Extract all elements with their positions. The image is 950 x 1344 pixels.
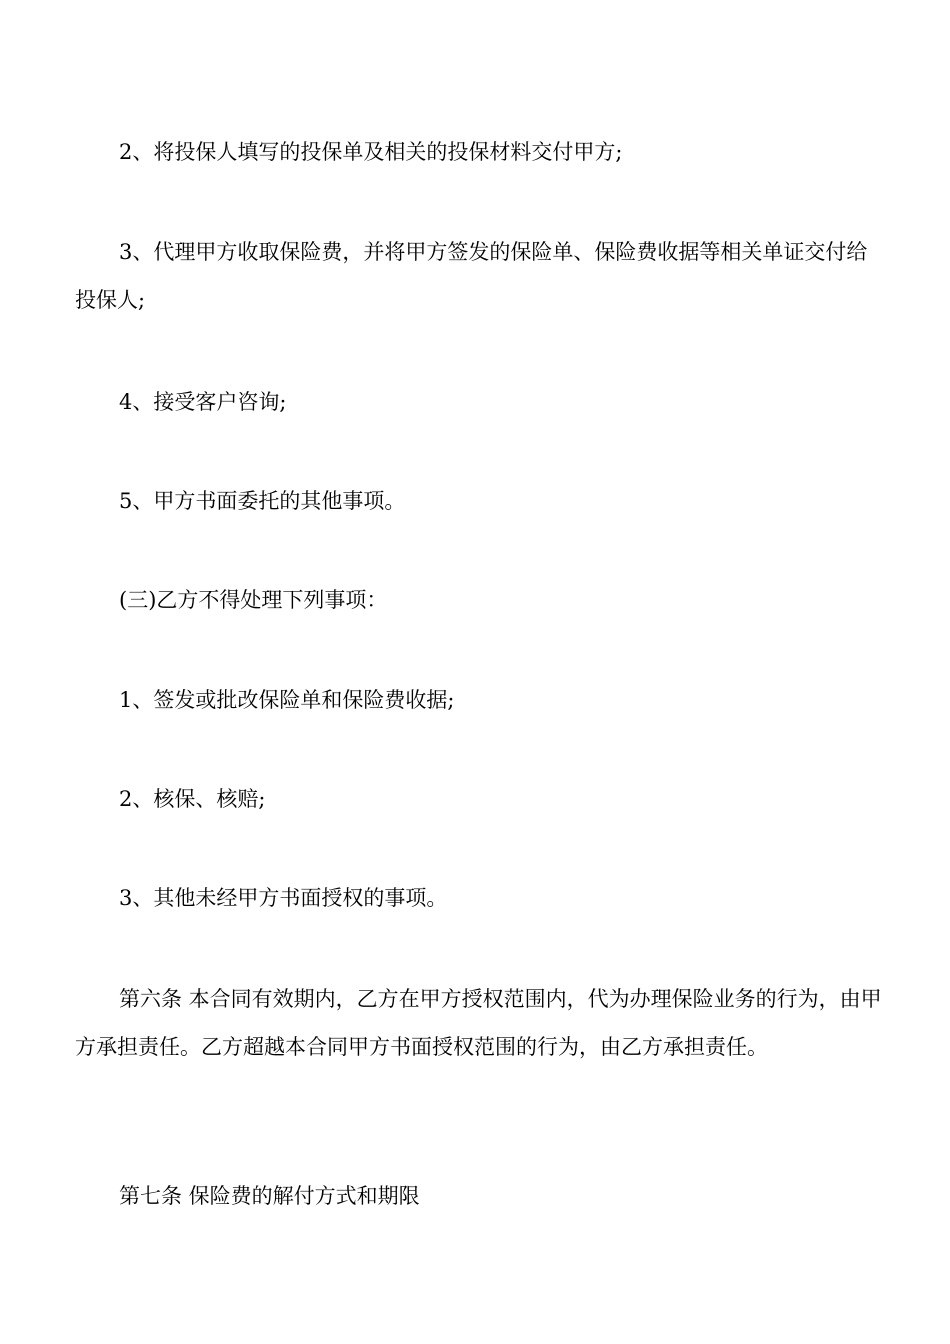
- paragraph-prohibited-1: 1、签发或批改保险单和保险费收据;: [119, 688, 455, 712]
- article-six-paragraph: 第六条 本合同有效期内，乙方在甲方授权范围内，代为办理保险业务的行为，由甲方承担责任。乙方超越本合同甲方书面授权范围的行为，由乙方承担责任。: [75, 987, 882, 1059]
- paragraph-item-5-other-matters: 5、甲方书面委托的其他事项。: [119, 489, 406, 513]
- paragraph-item-4-customer-consulting: 4、接受客户咨询;: [119, 390, 287, 414]
- paragraph-prohibited-2: 2、核保、核赔;: [119, 787, 266, 811]
- section-heading-prohibited-matters: (三)乙方不得处理下列事项：: [119, 588, 388, 612]
- article-seven-heading: 第七条 保险费的解付方式和期限: [119, 1184, 420, 1208]
- paragraph-item-2-deliver-application: 2、将投保人填写的投保单及相关的投保材料交付甲方;: [119, 140, 623, 164]
- paragraph-prohibited-3: 3、其他未经甲方书面授权的事项。: [119, 886, 448, 910]
- paragraph-item-3-collect-premium: 3、代理甲方收取保险费，并将甲方签发的保险单、保险费收据等相关单证交付给投保人;: [75, 240, 868, 312]
